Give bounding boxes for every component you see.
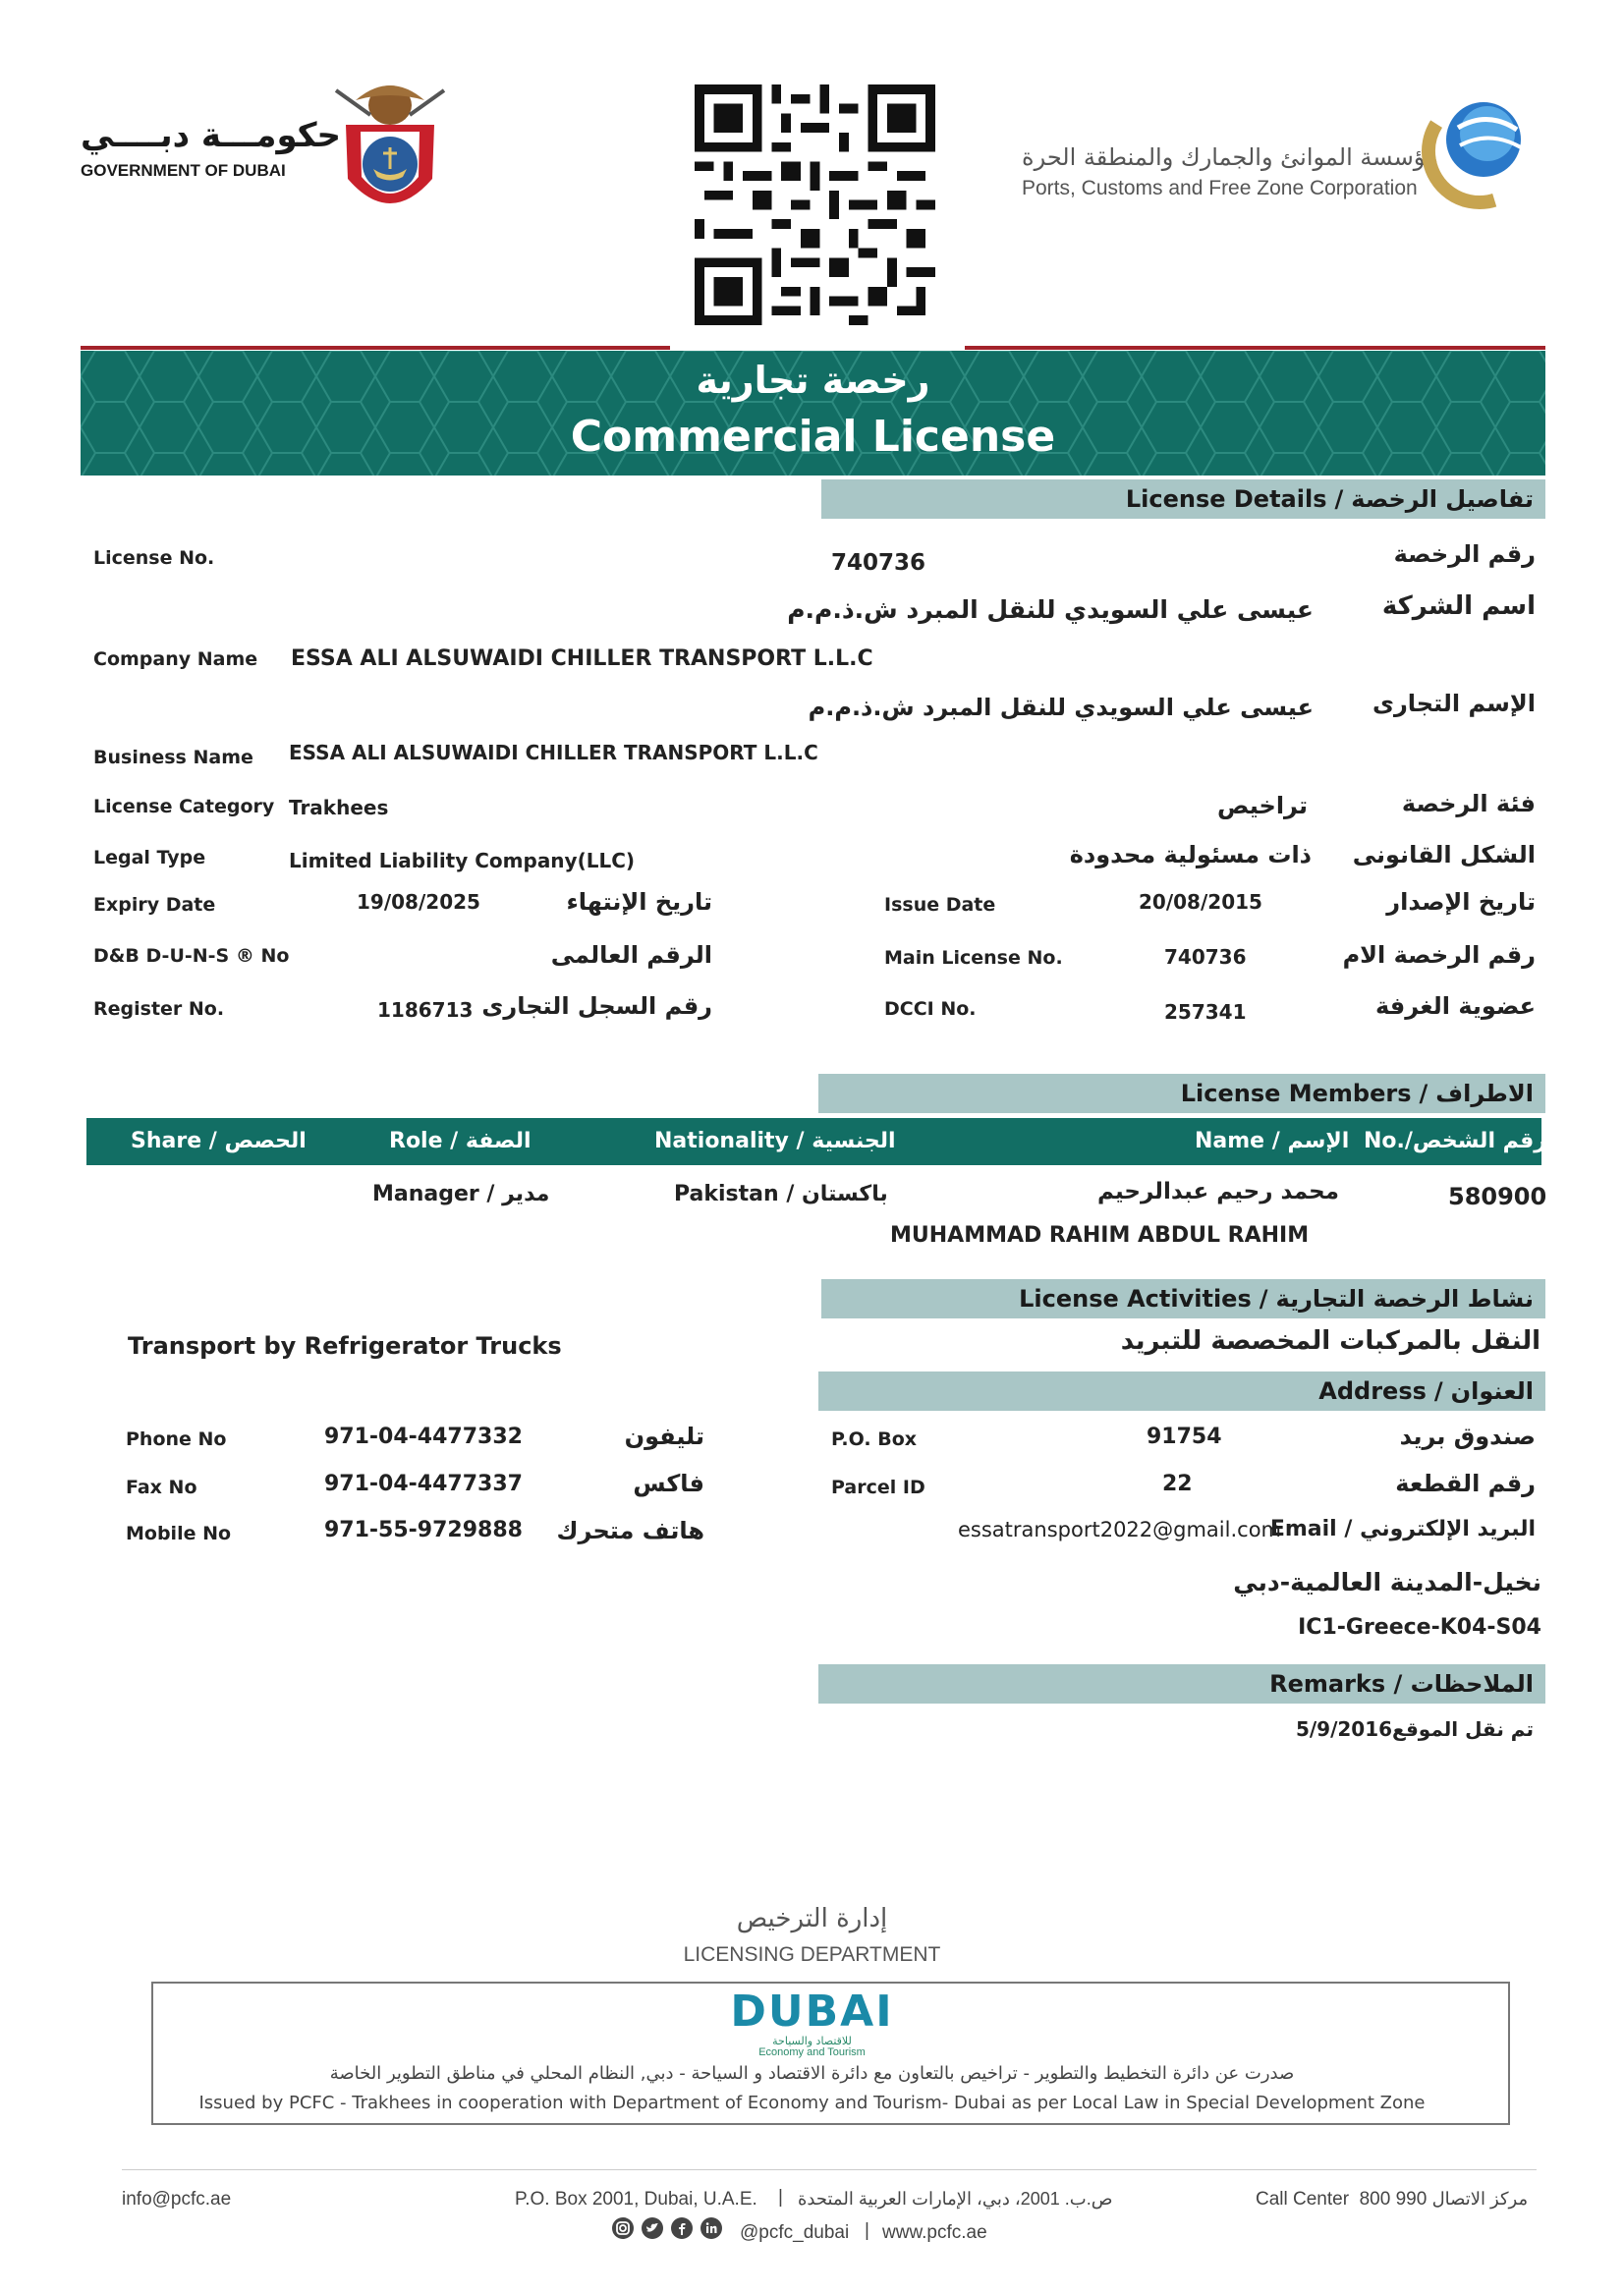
phone-label: Phone No — [126, 1428, 227, 1450]
legal-type-label-ar: الشكل القانونى — [1352, 841, 1536, 868]
license-no-value: 740736 — [831, 550, 926, 576]
fax-value: 971-04-4477337 — [324, 1472, 523, 1496]
legal-type-label: Legal Type — [93, 847, 206, 868]
mobile-value: 971-55-9729888 — [324, 1518, 523, 1542]
issued-en: Issued by PCFC - Trakhees in cooperation with Department of Economy and Tourism- Dubai as per Local Law in Special Development Zone — [198, 2093, 1426, 2113]
parcel-label-ar: رقم القطعة — [1395, 1470, 1536, 1497]
activity-ar: النقل بالمركبات المخصصة للتبريد — [1120, 1326, 1540, 1356]
members-header: License Members / الاطراف — [818, 1074, 1545, 1113]
footer-separator: | — [778, 2187, 783, 2208]
po-label-ar: صندوق بريد — [1399, 1423, 1536, 1450]
title-ar: رخصة تجارية — [696, 359, 930, 402]
register-label: Register No. — [93, 998, 225, 1020]
category-label-ar: فئة الرخصة — [1401, 790, 1536, 817]
footer-call-center: Call Center 800 990 مركز الاتصال — [1256, 2189, 1529, 2210]
footer-rule — [122, 2169, 1537, 2170]
member-no: 580900 — [1448, 1183, 1547, 1210]
issue-label: Issue Date — [884, 894, 996, 916]
gov-title-ar: حكومـــة دبــــي — [81, 116, 342, 155]
members-table-header — [86, 1118, 1546, 1165]
col-share: Share / الحصص — [131, 1129, 307, 1153]
address-area-ar: نخيل-المدينة العالمية-دبي — [1233, 1568, 1541, 1596]
col-role: Role / الصفة — [389, 1129, 532, 1153]
expiry-value: 19/08/2025 — [357, 890, 480, 914]
company-name-label-ar: اسم الشركة — [1381, 591, 1536, 621]
register-value: 1186713 — [377, 998, 474, 1022]
col-nationality: Nationality / الجنسية — [654, 1129, 896, 1153]
mobile-label-ar: هاتف متحرك — [556, 1517, 704, 1544]
category-label: License Category — [93, 796, 275, 817]
activity-en: Transport by Refrigerator Trucks — [128, 1332, 562, 1360]
mobile-label: Mobile No — [126, 1523, 232, 1544]
col-name: Name / الإسم — [1195, 1129, 1350, 1153]
po-label: P.O. Box — [831, 1428, 918, 1450]
legal-type-ar: ذات مسئولية محدودة — [1069, 841, 1312, 868]
license-no-label-ar: رقم الرخصة — [1393, 540, 1536, 568]
duns-label-ar: الرقم العالمى — [550, 941, 712, 969]
instagram-icon[interactable] — [611, 2216, 635, 2240]
title-en: Commercial License — [570, 412, 1056, 462]
facebook-icon[interactable] — [670, 2216, 694, 2240]
pcfc-title-ar: مؤسسة الموانئ والجمارك والمنطقة الحرة — [1022, 143, 1439, 171]
remarks-text: تم نقل الموقع5/9/2016 — [1295, 1717, 1534, 1741]
dcci-label-ar: عضوية الغرفة — [1375, 992, 1536, 1020]
pcfc-logo — [1419, 90, 1541, 213]
footer-website[interactable]: www.pcfc.ae — [882, 2222, 987, 2243]
member-role: Manager / مدير — [372, 1182, 550, 1206]
duns-label: D&B D-U-N-S ® No — [93, 945, 290, 967]
main-license-value: 740736 — [1164, 945, 1247, 969]
phone-label-ar: تليفون — [624, 1423, 704, 1450]
dubai-det-ar: للاقتصاد والسياحة — [772, 2035, 852, 2047]
company-name-label: Company Name — [93, 648, 258, 670]
fax-label-ar: فاكس — [633, 1470, 704, 1497]
issued-ar: صدرت عن دائرة التخطيط والتطوير - تراخيص بالتعاون مع دائرة الاقتصاد و السياحة - دبي, النظام المحلي في مناطق التطوير الخاصة — [329, 2063, 1295, 2084]
parcel-label: Parcel ID — [831, 1477, 925, 1498]
main-license-label-ar: رقم الرخصة الام — [1342, 941, 1536, 969]
member-name-ar: محمد رحيم عبدالرحيم — [1097, 1179, 1339, 1204]
po-value: 91754 — [1147, 1425, 1222, 1449]
dcci-value: 257341 — [1164, 1000, 1247, 1024]
footer-address-ar: ص.ب. 2001، دبي، الإمارات العربية المتحدة — [798, 2189, 1113, 2209]
category-ar: تراخيص — [1216, 792, 1308, 819]
member-name-en: MUHAMMAD RAHIM ABDUL RAHIM — [890, 1223, 1310, 1248]
company-name-ar: عيسى علي السويدي للنقل المبرد ش.ذ.م.م — [787, 595, 1314, 624]
business-name-value: ESSA ALI ALSUWAIDI CHILLER TRANSPORT L.L.C — [289, 741, 818, 764]
license-details-header: License Details / تفاصيل الرخصة — [821, 479, 1545, 519]
parcel-value: 22 — [1162, 1472, 1193, 1496]
footer-address-en: P.O. Box 2001, Dubai, U.A.E. — [515, 2189, 757, 2210]
pcfc-title-en: Ports, Customs and Free Zone Corporation — [1022, 177, 1418, 199]
legal-type-value: Limited Liability Company(LLC) — [289, 849, 636, 872]
category-value: Trakhees — [289, 796, 389, 819]
footer-separator-2: | — [865, 2220, 869, 2241]
member-nationality: Pakistan / باكستان — [674, 1182, 888, 1206]
issue-value: 20/08/2015 — [1139, 890, 1262, 914]
linkedin-icon[interactable] — [700, 2216, 723, 2240]
expiry-label-ar: تاريخ الإنتهاء — [566, 888, 712, 916]
social-icons — [611, 2216, 723, 2240]
dubai-det-logo: DUBAI — [730, 1987, 894, 2037]
title-banner — [81, 351, 1545, 476]
address-unit: IC1-Greece-K04-S04 — [1298, 1615, 1541, 1640]
footer-social-handle[interactable]: @pcfc_dubai — [740, 2222, 850, 2243]
dcci-label: DCCI No. — [884, 998, 977, 1020]
register-label-ar: رقم السجل التجارى — [481, 992, 712, 1020]
qr-code — [695, 84, 935, 325]
licensing-en: LICENSING DEPARTMENT — [683, 1943, 941, 1966]
remarks-header: Remarks / الملاحظات — [818, 1664, 1545, 1704]
gov-title-en: GOVERNMENT OF DUBAI — [81, 161, 286, 180]
licensing-ar: إدارة الترخيص — [736, 1904, 888, 1933]
issue-label-ar: تاريخ الإصدار — [1386, 888, 1536, 916]
address-header: Address / العنوان — [818, 1371, 1545, 1411]
expiry-label: Expiry Date — [93, 894, 216, 916]
col-no: No./رقم الشخص — [1364, 1129, 1546, 1153]
dubai-det-en: Economy and Tourism — [758, 2046, 866, 2058]
twitter-icon[interactable] — [641, 2216, 664, 2240]
email-label: Email / البريد الإلكتروني — [1269, 1517, 1536, 1541]
dubai-emblem-logo — [316, 71, 464, 228]
business-name-label-ar: الإسم التجارى — [1372, 690, 1536, 717]
footer-email[interactable]: info@pcfc.ae — [122, 2189, 232, 2210]
license-no-label: License No. — [93, 547, 215, 569]
email-value[interactable]: essatransport2022@gmail.com — [958, 1518, 1281, 1541]
company-name-value: ESSA ALI ALSUWAIDI CHILLER TRANSPORT L.L.C — [291, 646, 873, 671]
phone-value: 971-04-4477332 — [324, 1425, 523, 1449]
business-name-label: Business Name — [93, 747, 253, 768]
activities-header: License Activities / نشاط الرخصة التجارية — [821, 1279, 1545, 1318]
main-license-label: Main License No. — [884, 947, 1063, 969]
fax-label: Fax No — [126, 1477, 197, 1498]
business-name-ar: عيسى علي السويدي للنقل المبرد ش.ذ.م.م — [808, 694, 1314, 721]
